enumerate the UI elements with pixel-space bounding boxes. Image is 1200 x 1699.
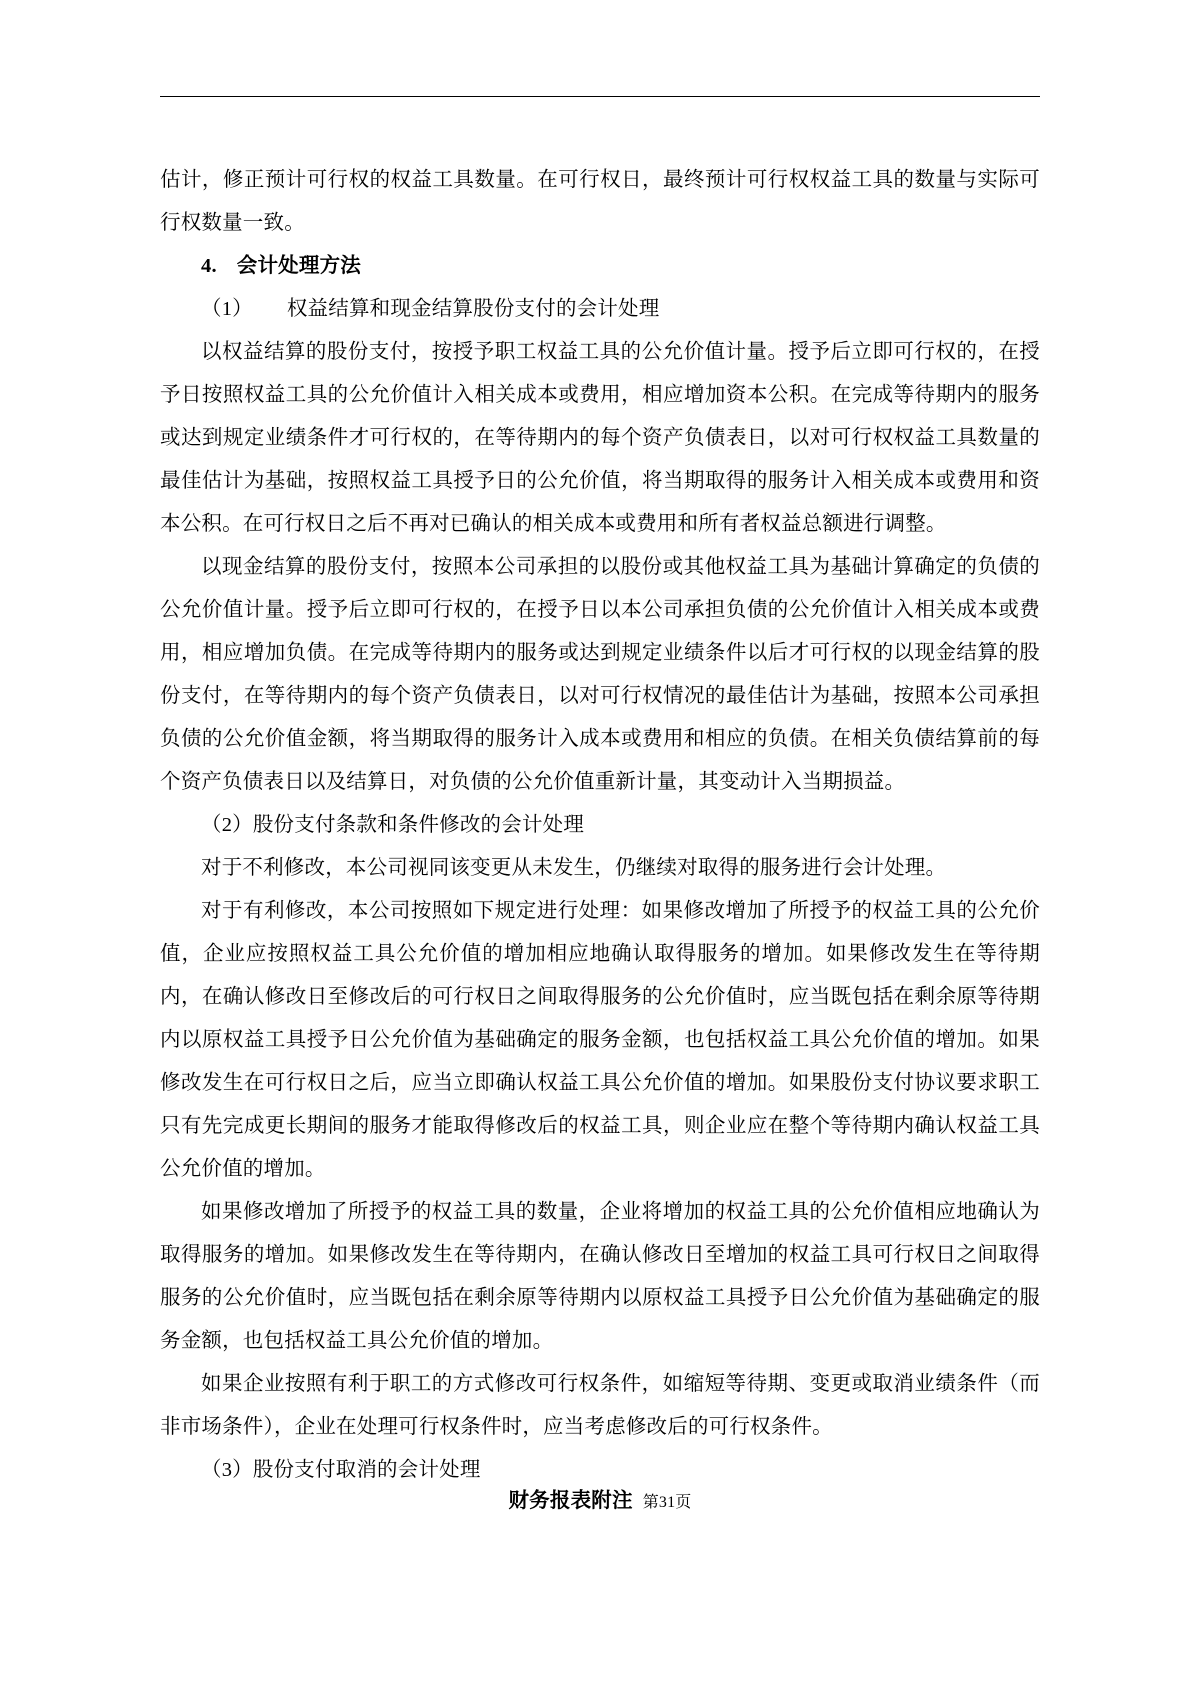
- footer-page-number: 第31页: [642, 1494, 692, 1511]
- paragraph-cash-settled: 以现金结算的股份支付，按照本公司承担的以股份或其他权益工具为基础计算确定的负债的公允价值计量。授予后立即可行权的，在授予日以本公司承担负债的公允价值计入相关成本或费用，相应增加负债。在完成等待期内的服务或达到规定业绩条件以后才可行权的以现金结算的股份支付，在等待期内的每个资产负债表日，以对可行权情况的最佳估计为基础，按照本公司承担负债的公允价值金额，将当期取得的服务计入成本或费用和相应的负债。在相关负债结算前的每个资产负债表日以及结算日，对负债的公允价值重新计量，其变动计入当期损益。: [160, 556, 1040, 793]
- paragraph-intro: 估计，修正预计可行权的权益工具数量。在可行权日，最终预计可行权权益工具的数量与实际可行权数量一致。: [160, 169, 1040, 234]
- subsection-1-heading: [160, 288, 1040, 331]
- section-title: 会计处理方法: [236, 255, 361, 277]
- subsection-1-title: 权益结算和现金结算股份支付的会计处理: [286, 298, 660, 320]
- paragraph-equity-settled: 以权益结算的股份支付，按授予职工权益工具的公允价值计量。授予后立即可行权的，在授予日按照权益工具的公允价值计入相关成本或费用，相应增加资本公积。在完成等待期内的服务或达到规定业绩条件才可行权的，在等待期内的每个资产负债表日，以对可行权权益工具数量的最佳估计为基础，按照权益工具授予日的公允价值，将当期取得的服务计入相关成本或费用和资本公积。在可行权日之后不再对已确认的相关成本或费用和所有者权益总额进行调整。: [160, 341, 1040, 535]
- footer-title: 财务报表附注: [508, 1490, 633, 1512]
- section-number: 4.: [201, 255, 217, 277]
- paragraph-unfavorable-modification: 对于不利修改，本公司视同该变更从未发生，仍继续对取得的服务进行会计处理。: [201, 857, 947, 879]
- subsection-1-label: （1）: [201, 298, 253, 320]
- header-divider: [160, 96, 1040, 97]
- paragraph-favorable-modification: 对于有利修改，本公司按照如下规定进行处理：如果修改增加了所授予的权益工具的公允价值，企业应按照权益工具公允价值的增加相应地确认取得服务的增加。如果修改发生在等待期内，在确认修改日至修改后的可行权日之间取得服务的公允价值时，应当既包括在剩余原等待期内以原权益工具授予日公允价值为基础确定的服务金额，也包括权益工具公允价值的增加。如果修改发生在可行权日之后，应当立即确认权益工具公允价值的增加。如果股份支付协议要求职工只有先完成更长期间的服务才能取得修改后的权益工具，则企业应在整个等待期内确认权益工具公允价值的增加。: [160, 900, 1040, 1180]
- page-footer: [0, 1483, 1200, 1513]
- page-content: [160, 96, 1040, 1492]
- paragraph-increased-instruments: 如果修改增加了所授予的权益工具的数量，企业将增加的权益工具的公允价值相应地确认为取得服务的增加。如果修改发生在等待期内，在确认修改日至增加的权益工具可行权日之间取得服务的公允价值时，应当既包括在剩余原等待期内以原权益工具授予日公允价值为基础确定的服务金额，也包括权益工具公允价值的增加。: [160, 1201, 1040, 1352]
- subsection-2-heading: （2）股份支付条款和条件修改的会计处理: [201, 814, 585, 836]
- section-heading-4: [160, 245, 1040, 288]
- subsection-3-heading: （3）股份支付取消的会计处理: [201, 1459, 481, 1481]
- paragraph-vesting-conditions: 如果企业按照有利于职工的方式修改可行权条件，如缩短等待期、变更或取消业绩条件（而非市场条件），企业在处理可行权条件时，应当考虑修改后的可行权条件。: [160, 1373, 1040, 1438]
